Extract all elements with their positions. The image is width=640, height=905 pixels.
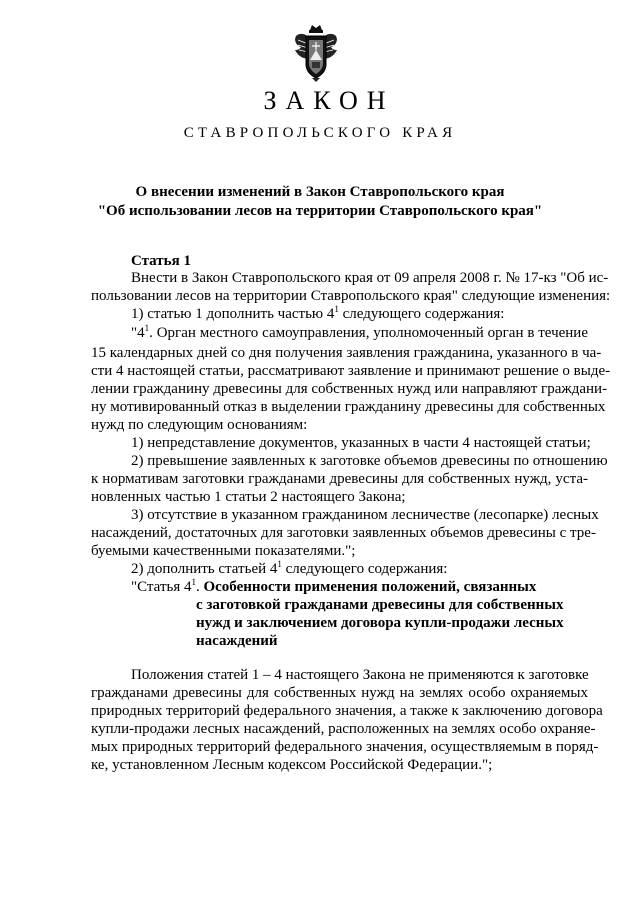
article-4-1-heading-line-4: насаждений: [196, 633, 278, 649]
article-4-1-heading-line-2: с заготовкой гражданами древесины для собственных: [196, 597, 564, 613]
law-title: ЗАКОН: [263, 86, 395, 115]
ground-2-line-3: новленных частью 1 статьи 2 настоящего Закона;: [91, 489, 406, 505]
ground-3-line-1: 3) отсутствие в указанном гражданином лесничестве (лесопарке) лесных: [131, 507, 599, 523]
region-subtitle: СТАВРОПОЛЬСКОГО КРАЯ: [183, 125, 457, 141]
final-line-6: ке, установленном Лесным кодексом Российской Федерации.";: [91, 757, 493, 773]
coat-of-arms-icon: [292, 24, 340, 82]
part-4-1-line-1: "$4^1$. Орган местного самоуправления, уполномоченный орган в течение: [131, 323, 588, 341]
ground-3-line-3: буемыми качественными показателями.";: [91, 543, 356, 559]
final-line-2: гражданами древесины для собственных нужд на землях особо охраняемых: [91, 685, 588, 701]
final-line-4: купли-продажи лесных насаждений, расположенных на землях особо охраняе-: [91, 721, 596, 737]
intro-line-1: Внести в Закон Ставропольского края от 09 апреля 2008 г. № 17-кз "Об ис-: [131, 270, 609, 286]
final-line-5: мых природных территорий федерального значения, осуществляемым в поряд-: [91, 739, 599, 755]
heading-line-1: О внесении изменений в Закон Ставропольского края: [135, 184, 505, 200]
intro-line-2: пользовании лесов на территории Ставропольского края" следующие изменения:: [91, 288, 611, 304]
final-line-1: Положения статей 1 – 4 настоящего Закона не применяются к заготовке: [131, 667, 589, 683]
part-4-1-line-5: ну мотивированный отказ в выделении гражданину древесины для собственных: [91, 399, 606, 415]
part-4-1-line-6: нужд по следующим основаниям:: [91, 417, 308, 433]
ground-2-line-1: 2) превышение заявленных к заготовке объемов древесины по отношению: [131, 453, 608, 469]
part-4-1-line-4: лении гражданину древесины для собственных нужд или направляют граждани-: [91, 381, 608, 397]
final-line-3: природных территорий федерального значения, а также к заключению договора: [91, 703, 603, 719]
article-title: Статья 1: [131, 253, 191, 269]
part-4-1-line-3: сти 4 настоящей статьи, рассматривают заявление и принимают решение о выде-: [91, 363, 611, 379]
ground-1: 1) непредставление документов, указанных в части 4 настоящей статьи;: [131, 435, 591, 451]
ground-2-line-2: к нормативам заготовки гражданами древесины для собственных нужд, уста-: [91, 471, 588, 487]
heading-line-2: "Об использовании лесов на территории Ставропольского края": [97, 203, 543, 219]
article-4-1-heading-line-1: "Статья $4^1$. Особенности применения положений, связанных: [131, 577, 537, 595]
law-heading: [60, 183, 580, 221]
item-2: 2) дополнить статьей $4^1$ следующего содержания:: [131, 559, 448, 577]
item-1: 1) статью 1 дополнить частью $4^1$ следующего содержания:: [131, 304, 505, 322]
part-4-1-line-2: 15 календарных дней со дня получения заявления гражданина, указанного в ча-: [91, 345, 602, 361]
ground-3-line-2: насаждений, достаточных для заготовки заявленных объемов древесины с тре-: [91, 525, 596, 541]
article-4-1-heading-line-3: нужд и заключением договора купли-продажи лесных: [196, 615, 564, 631]
